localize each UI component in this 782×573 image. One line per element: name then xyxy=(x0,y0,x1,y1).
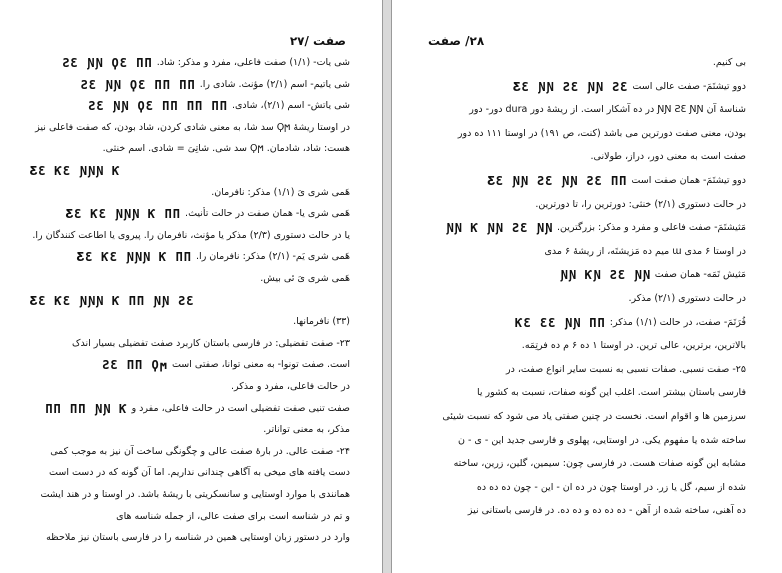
text-line xyxy=(428,103,746,118)
persian-text: مشابه این گونه صفات هست. در فارسی چون: سیمین، گلین، زرین، ساخته xyxy=(453,458,746,470)
persian-text: هَمی شری یَ ئی بیش. xyxy=(260,273,350,284)
cuneiform-glyphs: ƝƝ Ƙ ƝƝ ƧƐ ƝƝ xyxy=(446,221,553,236)
text-line xyxy=(30,445,350,460)
cuneiform-glyphs: ƧƐ ƝƝ ϘƐ ΠΠ ΠΠ xyxy=(80,77,196,92)
persian-text: بی کنیم. xyxy=(712,57,746,68)
text-line xyxy=(428,481,746,496)
text-line xyxy=(428,127,746,142)
persian-text: بودن، معنی صفت دورترین می باشد (کنت، ص ۱۹۱) در اوستا ۱۱۱ ده دور xyxy=(457,127,746,139)
cuneiform-glyphs: ƧƐ ƝƝ ϘƐ ΠΠ ΠΠ ΠΠ xyxy=(88,99,228,114)
persian-text: هَمی شری یَ (۱/۱) مذکر: نافرمان. xyxy=(211,186,350,198)
left-page xyxy=(0,0,383,573)
cuneiform-glyphs: ƸƐ ƘƐ ƝƝƝ Ƙ ΠΠ xyxy=(65,207,182,222)
page-header: صفت /۲۷ xyxy=(289,34,346,48)
text-line xyxy=(30,164,350,179)
persian-text: در اوستا ۶ مدی ɯ میم ده مَزیشتَه، از ریشهٔ ۶ مدی xyxy=(544,245,746,257)
cuneiform-glyphs: ƸƐ ƝƝ ƧƐ ƝƝ ƧƐ ΠΠ xyxy=(487,174,628,188)
persian-text: شی یاتیم- اسم (۲/۱) مؤنث. شادی را. xyxy=(199,78,350,90)
text-line xyxy=(428,268,746,283)
text-line xyxy=(30,510,350,525)
text-line xyxy=(30,99,350,114)
text-line xyxy=(30,186,350,201)
text-line xyxy=(428,434,746,449)
text-line xyxy=(30,531,350,546)
text-line xyxy=(30,207,350,222)
cuneiform-glyphs: ƸƐ ƘƐ ƝƝƝ Ƙ ΠΠ ƝƝ ƧƐ xyxy=(30,293,195,308)
persian-text: دست یافته های میخی به آگاهی چندانی نداریم. اما آن گونه که در دست است xyxy=(49,467,350,479)
text-line xyxy=(428,316,746,331)
text-line xyxy=(428,221,746,236)
persian-text: ۲۵- صفت نسبی. صفات نسبی به نسبت سایر انواع صفت، در xyxy=(506,363,746,375)
text-line xyxy=(30,358,350,373)
persian-text: دوو تیشتَمَ- صفت عالی است xyxy=(632,80,746,92)
persian-text: صفت است به معنی دور، دراز، طولانی. xyxy=(590,151,746,163)
text-line xyxy=(428,150,746,165)
text-line xyxy=(428,174,746,189)
persian-text: ۲۳- صفت تفضیلی: در فارسی باستان کاربرد صفت تفضیلی بسیار اندک xyxy=(72,337,350,349)
text-line xyxy=(428,504,746,519)
persian-text: یا در حالت دستوری (۲/۳) مذکر یا مؤنث، نافرمان را. پیروی یا اطاعت کنندگان را. xyxy=(32,229,350,241)
right-page xyxy=(391,0,782,573)
persian-text: مذکر، به معنی تواناتر. xyxy=(263,424,350,436)
cuneiform-glyphs: ƧƐ ΠΠ Ϙϻ xyxy=(102,358,168,373)
persian-text: در اوستا ریشهٔ Ϙϻ سد شا، به معنی شادی کردن، شاد بودن، که صفت فاعلی نیز xyxy=(35,121,350,133)
cuneiform-glyphs: ƝƝ ƘƝ ƧƐ ƝƝ xyxy=(560,268,651,283)
text-line xyxy=(30,294,350,309)
text-line xyxy=(428,56,746,71)
text-line xyxy=(30,466,350,481)
persian-text: ساخته شده یا مفهوم یکی. در اوستایی، پهلوی و فارسی جدید این - ی - ن xyxy=(457,434,746,446)
persian-text: صفت تنیی صفت تفضیلی است در حالت فاعلی، مفرد و xyxy=(131,402,350,414)
cuneiform-glyphs: ƸƐ ƝƝ ƧƐ ƝƝ ƧƐ xyxy=(513,79,629,94)
text-line xyxy=(30,337,350,352)
persian-text: فارسی باستان بیشتر است. اغلب این گونه صفات، نسبت به کشور یا xyxy=(476,387,746,399)
text-line xyxy=(428,245,746,260)
persian-text: وارد در دستور زبان اوستایی همین در شناسه را در فارسی باستان نیز ملاحظه xyxy=(46,532,350,544)
persian-text: در حالت دستوری (۲/۱) خنثی: دورترین را، تا دورترین. xyxy=(535,198,746,210)
text-line xyxy=(30,121,350,136)
cuneiform-glyphs: ƧƐ ƝƝ ϘƐ ΠΠ xyxy=(62,56,153,70)
text-line xyxy=(428,198,746,213)
persian-text: شی یاتش- اسم (۲/۱)، شادی. xyxy=(231,100,350,112)
cuneiform-glyphs: ƸƐ ƘƐ ƝƝƝ Ƙ ΠΠ xyxy=(76,250,193,265)
persian-text: است. صفت تونوا- به معنی توانا، صفتی است xyxy=(171,359,350,371)
persian-text: در حالت دستوری (۲/۱) مذکر. xyxy=(628,293,746,304)
persian-text: در حالت فاعلی، مفرد و مذکر. xyxy=(231,381,350,392)
persian-text: شده از سیم، گل یا زر. در اوستا چون در ده ان - این - چون ده ده ده xyxy=(476,481,746,493)
text-line xyxy=(30,402,350,417)
text-line xyxy=(30,380,350,395)
text-line xyxy=(428,410,746,425)
persian-text: سرزمین ها و اقوام است. نخست در چنین صفتی یاد می شود که نسبت شیئی xyxy=(442,411,746,422)
text-line xyxy=(30,488,350,503)
text-line xyxy=(30,423,350,438)
cuneiform-glyphs: ΠΠ ΠΠ ƝƝ Ƙ xyxy=(45,401,128,416)
persian-text: شناسهٔ آن ƝƝ ƧƐ ƝƝ در ده آشکار است. از ریشهٔ دور dura دور- دور xyxy=(469,104,746,116)
text-line xyxy=(30,78,350,93)
persian-text: مَثیشتَمَ- صفت فاعلی و مفرد و مذکر: بزرگترین. xyxy=(556,222,746,234)
persian-text: هَمی شری یا- همان صفت در حالت تأنیث. xyxy=(185,208,350,220)
text-line xyxy=(428,292,746,307)
persian-text: دوو تیشتَمَ- همان صفت است xyxy=(631,175,746,186)
persian-text: ۲۴- صفت عالی. در بارهٔ صفت عالی و چگونگی ساخت آن نیز به موجب کمی xyxy=(50,445,350,457)
persian-text: مَثیش تَمَه- همان صفت xyxy=(654,269,746,281)
persian-text: فُرَتَمَ- صفت، در حالت (۱/۱) مذکر: xyxy=(609,316,746,328)
text-line xyxy=(30,315,350,330)
persian-text: ده آهنی، ساخته شده از آهن - ده ده ده و ده ده. در فارسی باستانی نیز xyxy=(467,505,746,517)
text-line xyxy=(428,457,746,472)
cuneiform-glyphs: ƸƐ ƘƐ ƝƝƝ Ƙ xyxy=(30,164,121,178)
text-line xyxy=(30,142,350,157)
persian-text: شی یات- (۱/۱) صفت فاعلی، مفرد و مذکر: شاد. xyxy=(156,57,350,68)
text-line xyxy=(30,250,350,265)
text-line xyxy=(428,386,746,401)
persian-text: هست: شاد، شادمان. Ϙϻ سد شی. شاتِیَ = شادی. اسم خنثی. xyxy=(102,143,350,155)
persian-text: هَمی شری یَم- (۲/۱) مذکر: نافرمان را. xyxy=(196,251,350,263)
cuneiform-glyphs: ƘƐ ƐƐ ƝƝ ΠΠ xyxy=(515,315,606,330)
page-header: ۲۸/ صفت xyxy=(428,34,485,48)
text-line xyxy=(428,339,746,354)
persian-text: و تم در شناسه است برای صفت عالی، از جمله شناسه های xyxy=(116,510,350,522)
persian-text: همانندی با موارد اوستایی و سانسکریتی با ریشهٔ باشد. در اوستا و در هند ایشت xyxy=(40,489,350,500)
text-line xyxy=(30,272,350,287)
text-line xyxy=(428,80,746,95)
persian-text: (۳۳) نافرمانها. xyxy=(293,316,350,328)
text-line xyxy=(30,229,350,244)
text-line xyxy=(30,56,350,71)
text-line xyxy=(428,363,746,378)
persian-text: بالاترین، برترین، عالی ترین. در اوستا ۱ ده ۶ م ده فرتِمَه. xyxy=(521,340,746,352)
